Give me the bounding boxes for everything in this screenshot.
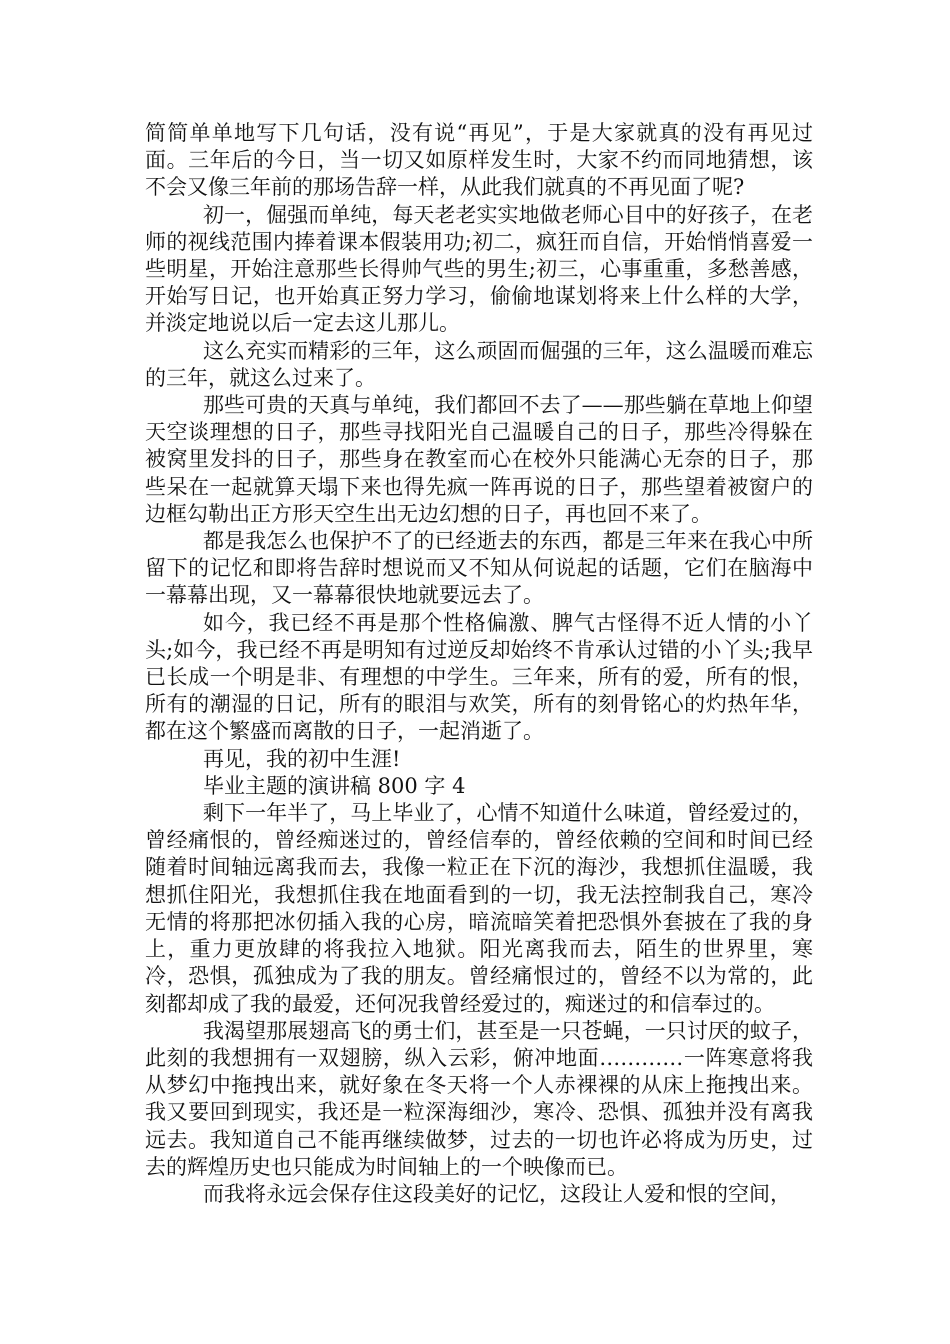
- paragraph-5: 都是我怎么也保护不了的已经逝去的东西，都是三年来在我心中所留下的记忆和即将告辞时想说而又不知从何说起的话题，它们在脑海中一幕幕出现，又一幕幕很快地就要远去了。: [145, 529, 813, 608]
- paragraph-3: 这么充实而精彩的三年，这么顽固而倔强的三年，这么温暖而难忘的三年，就这么过来了。: [145, 338, 813, 390]
- paragraph-7: 剩下一年半了，马上毕业了，心情不知道什么味道，曾经爱过的，曾经痛恨的，曾经痴迷过的，曾经信奉的，曾经依赖的空间和时间已经随着时间轴远离我而去，我像一粒正在下沉的海沙，我想抓住温暖，我想抓住阳光，我想抓住我在地面看到的一切，我无法控制我自己，寒冷无情的将那把冰仞插入我的心房，暗流暗笑着把恐惧外套披在了我的身上，重力更放肆的将我拉入地狱。阳光离我而去，陌生的世界里，寒冷，恐惧，孤独成为了我的朋友。曾经痛恨过的，曾经不以为常的，此刻都却成了我的最爱，还何况我曾经爱过的，痴迷过的和信奉过的。: [145, 801, 813, 1016]
- paragraph-6: 如今，我已经不再是那个性格偏激、脾气古怪得不近人情的小丫头;如今，我已经不再是明知有过逆反却始终不肯承认过错的小丫头;我早已长成一个明是非、有理想的中学生。三年来，所有的爱，所有的恨，所有的潮湿的日记，所有的眼泪与欢笑，所有的刻骨铭心的灼热年华，都在这个繁盛而离散的日子，一起消逝了。: [145, 610, 813, 744]
- paragraph-9: 而我将永远会保存住这段美好的记忆，这段让人爱和恨的空间，: [203, 1181, 791, 1206]
- paragraph-8: 我渴望那展翅高飞的勇士们，甚至是一只苍蝇，一只讨厌的蚊子，此刻的我想拥有一双翅膀，纵入云彩，俯冲地面…………一阵寒意将我从梦幻中拖拽出来，就好象在冬天将一个人赤裸裸的从床上拖拽出来。我又要回到现实，我还是一粒深海细沙，寒冷、恐惧、孤独并没有离我远去。我知道自己不能再继续做梦，过去的一切也许必将成为历史，过去的辉煌历史也只能成为时间轴上的一个映像而已。: [145, 1018, 813, 1179]
- document-body: [145, 120, 813, 1208]
- section-heading: 毕业主题的演讲稿 800 字 4: [203, 773, 466, 798]
- farewell-line: 再见，我的初中生涯!: [203, 746, 401, 771]
- paragraph-4: 那些可贵的天真与单纯，我们都回不去了——那些躺在草地上仰望天空谈理想的日子，那些寻找阳光自己温暖自己的日子，那些冷得躲在被窝里发抖的日子，那些身在教室而心在校外只能满心无奈的日子，那些呆在一起就算天塌下来也得先疯一阵再说的日子，那些望着被窗户的边框勾勒出正方形天空生出无边幻想的日子，再也回不来了。: [145, 393, 813, 526]
- paragraph-1: 简简单单地写下几句话，没有说“再见”，于是大家就真的没有再见过面。三年后的今日，当一切又如原样发生时，大家不约而同地猜想，该不会又像三年前的那场告辞一样，从此我们就真的不再见面了呢?: [145, 121, 813, 200]
- paragraph-2: 初一，倔强而单纯，每天老老实实地做老师心目中的好孩子，在老师的视线范围内捧着课本假装用功;初二，疯狂而自信，开始悄悄喜爱一些明星，开始注意那些长得帅气些的男生;初三，心事重重，多愁善感，开始写日记，也开始真正努力学习，偷偷地谋划将来上什么样的大学，并淡定地说以后一定去这儿那儿。: [145, 202, 813, 336]
